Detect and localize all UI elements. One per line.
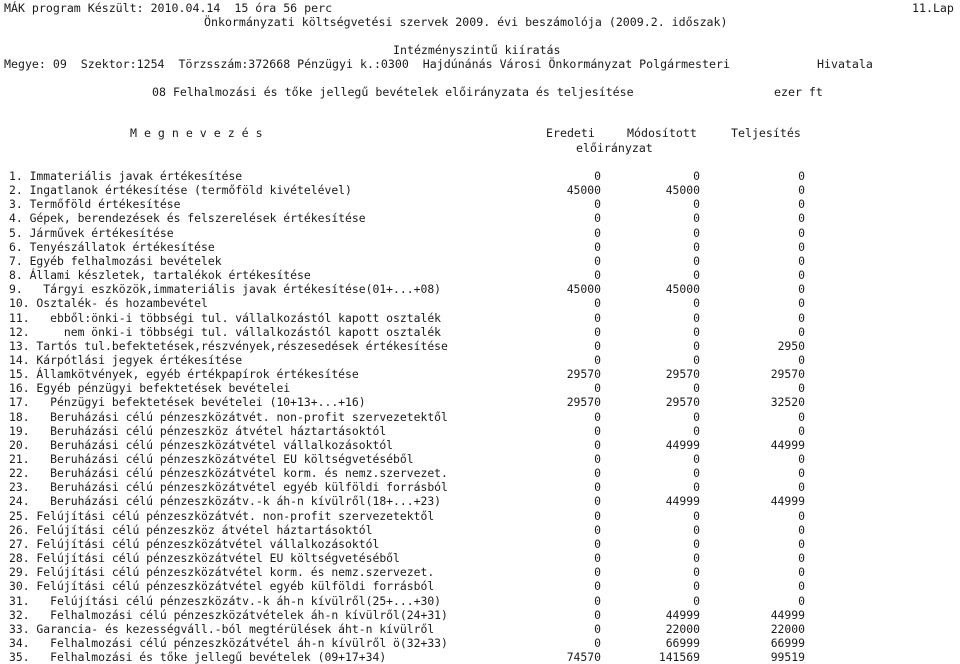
cell-original: 0 <box>594 254 601 268</box>
cell-actual: 0 <box>798 480 805 494</box>
cell-modified: 0 <box>693 523 700 537</box>
cell-modified: 0 <box>693 424 700 438</box>
cell-actual: 66999 <box>770 636 805 650</box>
row-label: 25. Felújítási célú pénzeszközátvét. non-profit szervezetektől <box>9 509 435 523</box>
cell-actual: 0 <box>798 594 805 608</box>
cell-actual: 0 <box>798 254 805 268</box>
cell-actual: 0 <box>798 197 805 211</box>
cell-original: 0 <box>594 480 601 494</box>
cell-original: 0 <box>594 466 601 480</box>
cell-original: 0 <box>594 197 601 211</box>
row-label: 20. Beruházási célú pénzeszközátvétel vállalkozásoktól <box>9 438 394 452</box>
cell-modified: 0 <box>693 466 700 480</box>
cell-actual: 0 <box>798 296 805 310</box>
cell-modified: 0 <box>693 452 700 466</box>
cell-actual: 0 <box>798 466 805 480</box>
cell-modified: 0 <box>693 240 700 254</box>
row-label: 4. Gépek, berendezések és felszerelések értékesítése <box>9 211 366 225</box>
cell-original: 0 <box>594 211 601 225</box>
row-label: 28. Felújítási célú pénzeszközátvétel EU költségvetéséből <box>9 551 400 565</box>
row-label: 35. Felhalmozási és tőke jellegű bevételek (09+17+34) <box>9 650 387 664</box>
cell-original: 0 <box>594 169 601 183</box>
cell-original: 0 <box>594 410 601 424</box>
cell-actual: 0 <box>798 452 805 466</box>
cell-modified: 44999 <box>665 494 700 508</box>
cell-original: 0 <box>594 325 601 339</box>
cell-original: 0 <box>594 226 601 240</box>
cell-modified: 29570 <box>665 395 700 409</box>
cell-modified: 0 <box>693 509 700 523</box>
cell-original: 0 <box>594 240 601 254</box>
cell-modified: 0 <box>693 353 700 367</box>
row-label: 24. Beruházási célú pénzeszközátv.-k áh-n kívülről(18+...+23) <box>9 494 442 508</box>
cell-actual: 0 <box>798 268 805 282</box>
row-label: 18. Beruházási célú pénzeszközátvét. non-profit szervezetektől <box>9 410 448 424</box>
cell-original: 29570 <box>566 367 601 381</box>
cell-original: 0 <box>594 381 601 395</box>
cell-actual: 0 <box>798 537 805 551</box>
row-label: 33. Garancia- és kezességváll.-ból megtérülések áht-n kívülről <box>9 622 435 636</box>
cell-modified: 0 <box>693 381 700 395</box>
row-label: 7. Egyéb felhalmozási bevételek <box>9 254 222 268</box>
row-label: 15. Államkötvények, egyéb értékpapírok értékesítése <box>9 367 359 381</box>
cell-modified: 66999 <box>665 636 700 650</box>
cell-actual: 0 <box>798 325 805 339</box>
cell-original: 45000 <box>566 282 601 296</box>
cell-actual: 0 <box>798 381 805 395</box>
cell-modified: 0 <box>693 197 700 211</box>
cell-actual: 0 <box>798 169 805 183</box>
cell-original: 0 <box>594 523 601 537</box>
row-label: 11. ebből:önki-i többségi tul. vállalkozástól kapott osztalék <box>9 311 442 325</box>
cell-modified: 0 <box>693 296 700 310</box>
row-label: 22. Beruházási célú pénzeszközátvétel korm. és nemz.szervezet. <box>9 466 448 480</box>
cell-modified: 0 <box>693 325 700 339</box>
cell-original: 0 <box>594 494 601 508</box>
row-label: 21. Beruházási célú pénzeszközátvétel EU költségvetéséből <box>9 452 414 466</box>
cell-actual: 0 <box>798 410 805 424</box>
cell-actual: 44999 <box>770 494 805 508</box>
cell-modified: 0 <box>693 254 700 268</box>
cell-original: 0 <box>594 424 601 438</box>
column-subheader-appropriation: előirányzat <box>576 141 653 155</box>
cell-actual: 32520 <box>770 395 805 409</box>
office-name: Hivatala <box>817 57 873 71</box>
column-header-original: Eredeti <box>546 126 595 140</box>
cell-original: 0 <box>594 551 601 565</box>
row-label: 34. Felhalmozási célú pénzeszközátvétel áh-n kívülről ö(32+33) <box>9 636 448 650</box>
row-label: 27. Felújítási célú pénzeszközátvétel vállalkozásoktól <box>9 537 380 551</box>
cell-actual: 0 <box>798 579 805 593</box>
row-label: 14. Kárpótlási jegyek értékesítése <box>9 353 243 367</box>
row-label: 16. Egyéb pénzügyi befektetések bevételei <box>9 381 291 395</box>
cell-actual: 29570 <box>770 367 805 381</box>
cell-actual: 2950 <box>777 339 805 353</box>
page-number: 11.Lap <box>912 1 954 15</box>
cell-original: 74570 <box>566 650 601 664</box>
row-label: 23. Beruházási célú pénzeszközátvétel egyéb külföldi forrásból <box>9 480 448 494</box>
cell-original: 0 <box>594 296 601 310</box>
identifier-line: Megye: 09 Szektor:1254 Törzsszám:372668 Pénzügyi k.:0300 Hajdúnánás Városi Önkormányzat Polgármesteri <box>4 57 730 71</box>
cell-actual: 99519 <box>770 650 805 664</box>
row-label: 31. Felújítási célú pénzeszközátv.-k áh-n kívülről(25+...+30) <box>9 594 442 608</box>
cell-modified: 0 <box>693 268 700 282</box>
column-header-name: M e g n e v e z é s <box>130 126 263 140</box>
row-label: 5. Járművek értékesítése <box>9 226 174 240</box>
cell-actual: 0 <box>798 211 805 225</box>
cell-modified: 0 <box>693 226 700 240</box>
cell-original: 0 <box>594 353 601 367</box>
cell-modified: 0 <box>693 551 700 565</box>
row-label: 30. Felújítási célú pénzeszközátvétel egyéb külföldi forrásból <box>9 579 435 593</box>
row-label: 6. Tenyészállatok értékesítése <box>9 240 215 254</box>
cell-modified: 45000 <box>665 183 700 197</box>
cell-actual: 22000 <box>770 622 805 636</box>
cell-actual: 0 <box>798 424 805 438</box>
cell-modified: 141569 <box>658 650 700 664</box>
cell-modified: 0 <box>693 594 700 608</box>
cell-original: 0 <box>594 565 601 579</box>
cell-modified: 0 <box>693 339 700 353</box>
cell-actual: 0 <box>798 183 805 197</box>
cell-original: 0 <box>594 268 601 282</box>
cell-actual: 0 <box>798 311 805 325</box>
cell-actual: 0 <box>798 353 805 367</box>
cell-original: 0 <box>594 509 601 523</box>
row-label: 8. Állami készletek, tartalékok értékesítése <box>9 268 311 282</box>
cell-actual: 0 <box>798 565 805 579</box>
cell-modified: 0 <box>693 211 700 225</box>
column-header-actual: Teljesítés <box>731 126 801 140</box>
cell-modified: 0 <box>693 410 700 424</box>
cell-modified: 45000 <box>665 282 700 296</box>
cell-actual: 0 <box>798 240 805 254</box>
column-header-modified: Módosított <box>627 126 697 140</box>
cell-original: 0 <box>594 579 601 593</box>
section-title: 08 Felhalmozási és tőke jellegű bevételek előirányzata és teljesítése <box>152 85 634 99</box>
cell-modified: 0 <box>693 579 700 593</box>
unit-label: ezer ft <box>774 85 823 99</box>
cell-modified: 0 <box>693 565 700 579</box>
listing-level: Intézményszintű kiíratás <box>393 43 561 57</box>
row-label: 17. Pénzügyi befektetések bevételei (10+13+...+16) <box>9 395 366 409</box>
cell-original: 0 <box>594 594 601 608</box>
cell-original: 0 <box>594 311 601 325</box>
program-line: MÁK program Készült: 2010.04.14 15 óra 56 perc <box>4 1 333 15</box>
cell-actual: 0 <box>798 226 805 240</box>
row-label: 3. Termőföld értékesítése <box>9 197 181 211</box>
cell-modified: 22000 <box>665 622 700 636</box>
cell-original: 0 <box>594 608 601 622</box>
report-title: Önkormányzati költségvetési szervek 2009. évi beszámolója (2009.2. időszak) <box>204 15 728 29</box>
row-label: 10. Osztalék- és hozambevétel <box>9 296 208 310</box>
cell-actual: 0 <box>798 509 805 523</box>
row-label: 19. Beruházási célú pénzeszköz átvétel háztartásoktól <box>9 424 387 438</box>
cell-original: 0 <box>594 636 601 650</box>
row-label: 26. Felújítási célú pénzeszköz átvétel háztartásoktól <box>9 523 373 537</box>
cell-actual: 0 <box>798 551 805 565</box>
row-label: 2. Ingatlanok értékesítése (termőföld kivételével) <box>9 183 352 197</box>
cell-modified: 44999 <box>665 438 700 452</box>
cell-modified: 0 <box>693 480 700 494</box>
cell-modified: 0 <box>693 537 700 551</box>
cell-original: 0 <box>594 339 601 353</box>
cell-original: 0 <box>594 622 601 636</box>
cell-original: 29570 <box>566 395 601 409</box>
cell-actual: 0 <box>798 282 805 296</box>
row-label: 12. nem önki-i többségi tul. vállalkozástól kapott osztalék <box>9 325 442 339</box>
cell-actual: 44999 <box>770 438 805 452</box>
row-label: 32. Felhalmozási célú pénzeszközátvételek áh-n kívülről(24+31) <box>9 608 448 622</box>
cell-modified: 29570 <box>665 367 700 381</box>
row-label: 1. Immateriális javak értékesítése <box>9 169 243 183</box>
cell-original: 0 <box>594 438 601 452</box>
cell-original: 45000 <box>566 183 601 197</box>
cell-original: 0 <box>594 537 601 551</box>
cell-actual: 44999 <box>770 608 805 622</box>
cell-modified: 0 <box>693 311 700 325</box>
cell-modified: 0 <box>693 169 700 183</box>
row-label: 13. Tartós tul.befektetések,részvények,részesedések értékesítése <box>9 339 448 353</box>
cell-original: 0 <box>594 452 601 466</box>
cell-modified: 44999 <box>665 608 700 622</box>
row-label: 29. Felújítási célú pénzeszközátvétel korm. és nemz.szervezet. <box>9 565 435 579</box>
row-label: 9. Tárgyi eszközök,immateriális javak értékesítése(01+...+08) <box>9 282 442 296</box>
cell-actual: 0 <box>798 523 805 537</box>
